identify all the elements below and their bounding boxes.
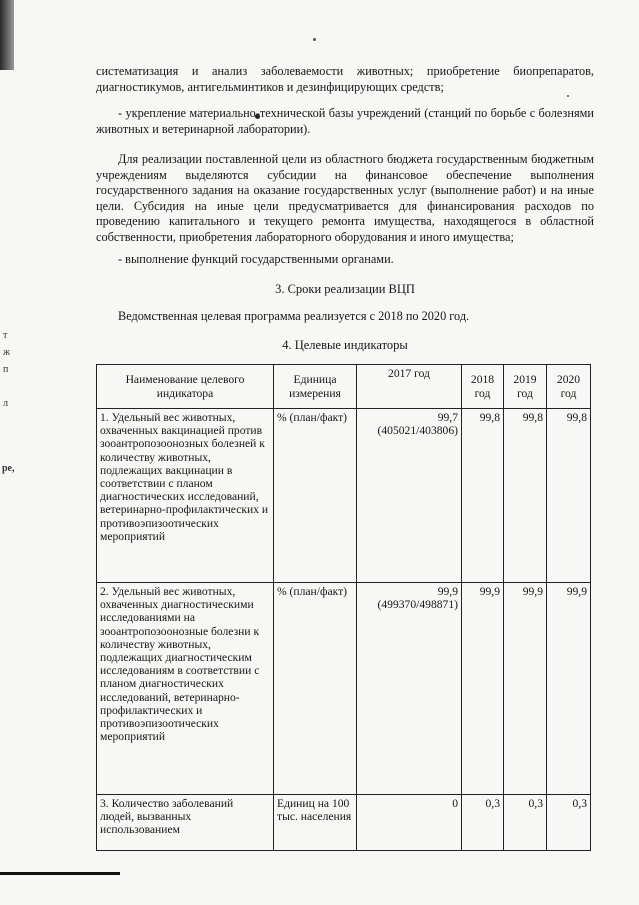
value-2017-main: 0 [452,797,458,810]
paragraph-functions: - выполнение функций государственными органами. [118,252,394,266]
value-2020: 0,3 [547,795,591,851]
section-3-text: Ведомственная целевая программа реализуется с 2018 по 2020 год. [118,309,470,323]
indicator-name: 1. Удельный вес животных, охваченных вакцинацией против зооантропозоонозных болезней к количеству животных, подлежащих вакцинации в соответствии с планом диагностических исследований, ветеринарно-профилактических и противоэпизоотических мероприятий [97,409,274,583]
section-4-title: 4. Целевые индикаторы [282,338,408,352]
margin-fragment: ре, [2,463,15,474]
value-2018: 99,9 [462,583,504,795]
scan-speck [567,95,569,97]
margin-fragment: т [3,330,8,341]
scan-speck [313,38,316,41]
value-2020: 99,9 [547,583,591,795]
table-row [97,795,591,851]
header-indicator-name: Наименование целевого индикатора [97,365,274,409]
indicator-name: 2. Удельный вес животных, охваченных диагностическими исследованиями на зооантропозоонозные болезни к количеству животных, подлежащих диагностическим исследованиям в соответствии с планом диагностических исследований, ветеринарно-профилактических и противоэпизоотических мероприятий [97,583,274,795]
header-2018: 2018 год [462,365,504,409]
value-2019: 99,9 [504,583,547,795]
paragraph-strengthening: - укрепление материально-технической базы учреждений (станций по борьбе с болезнями животных и ветеринарной лаборатории). [96,106,594,136]
margin-fragment: п [3,364,9,375]
header-unit: Единица измерения [274,365,357,409]
paragraph-analysis: систематизация и анализ заболеваемости животных; приобретение биопрепаратов, диагностикумов, антигельминтиков и дезинфицирующих средств; [96,64,594,94]
value-2017-main: 99,7 [437,411,458,424]
indicator-unit: Единиц на 100 тыс. населения [274,795,357,851]
value-2019: 99,8 [504,409,547,583]
scan-edge-top-left [0,0,14,70]
indicator-name: 3. Количество заболеваний людей, вызванных использованием [97,795,274,851]
target-indicators-table [96,364,591,851]
table-row [97,583,591,795]
value-2017-main: 99,9 [437,585,458,598]
section-3-title: 3. Сроки реализации ВЦП [275,282,415,296]
value-2017 [357,409,462,583]
header-2017: 2017 год [357,365,462,409]
header-2019: 2019 год [504,365,547,409]
value-2017-detail: (405021/403806) [377,424,458,438]
value-2017-detail: (499370/498871) [377,598,458,612]
indicator-unit: % (план/факт) [274,583,357,795]
value-2017 [357,795,462,851]
value-2018: 0,3 [462,795,504,851]
value-2017 [357,583,462,795]
value-2019: 0,3 [504,795,547,851]
margin-fragment: ж [3,347,10,358]
table-header-row [97,365,591,409]
scan-edge-bottom-left [0,872,120,875]
value-2018: 99,8 [462,409,504,583]
paragraph-subsidies: Для реализации поставленной цели из областного бюджета государственным бюджетным учреждениям выделяются субсидии на финансовое обеспечение выполнения государственного задания на оказание государственных услуг (выполнение работ) и на иные цели. Субсидия на иные цели предусматривается для финансирования расходов по проведению капитального и текущего ремонта имущества, находящегося в областной собственности, приобретения лабораторного оборудования и иного имущества; [96,152,594,244]
margin-fragment: л [3,398,8,409]
indicator-unit: % (план/факт) [274,409,357,583]
header-2020: 2020 год [547,365,591,409]
table-row [97,409,591,583]
value-2020: 99,8 [547,409,591,583]
